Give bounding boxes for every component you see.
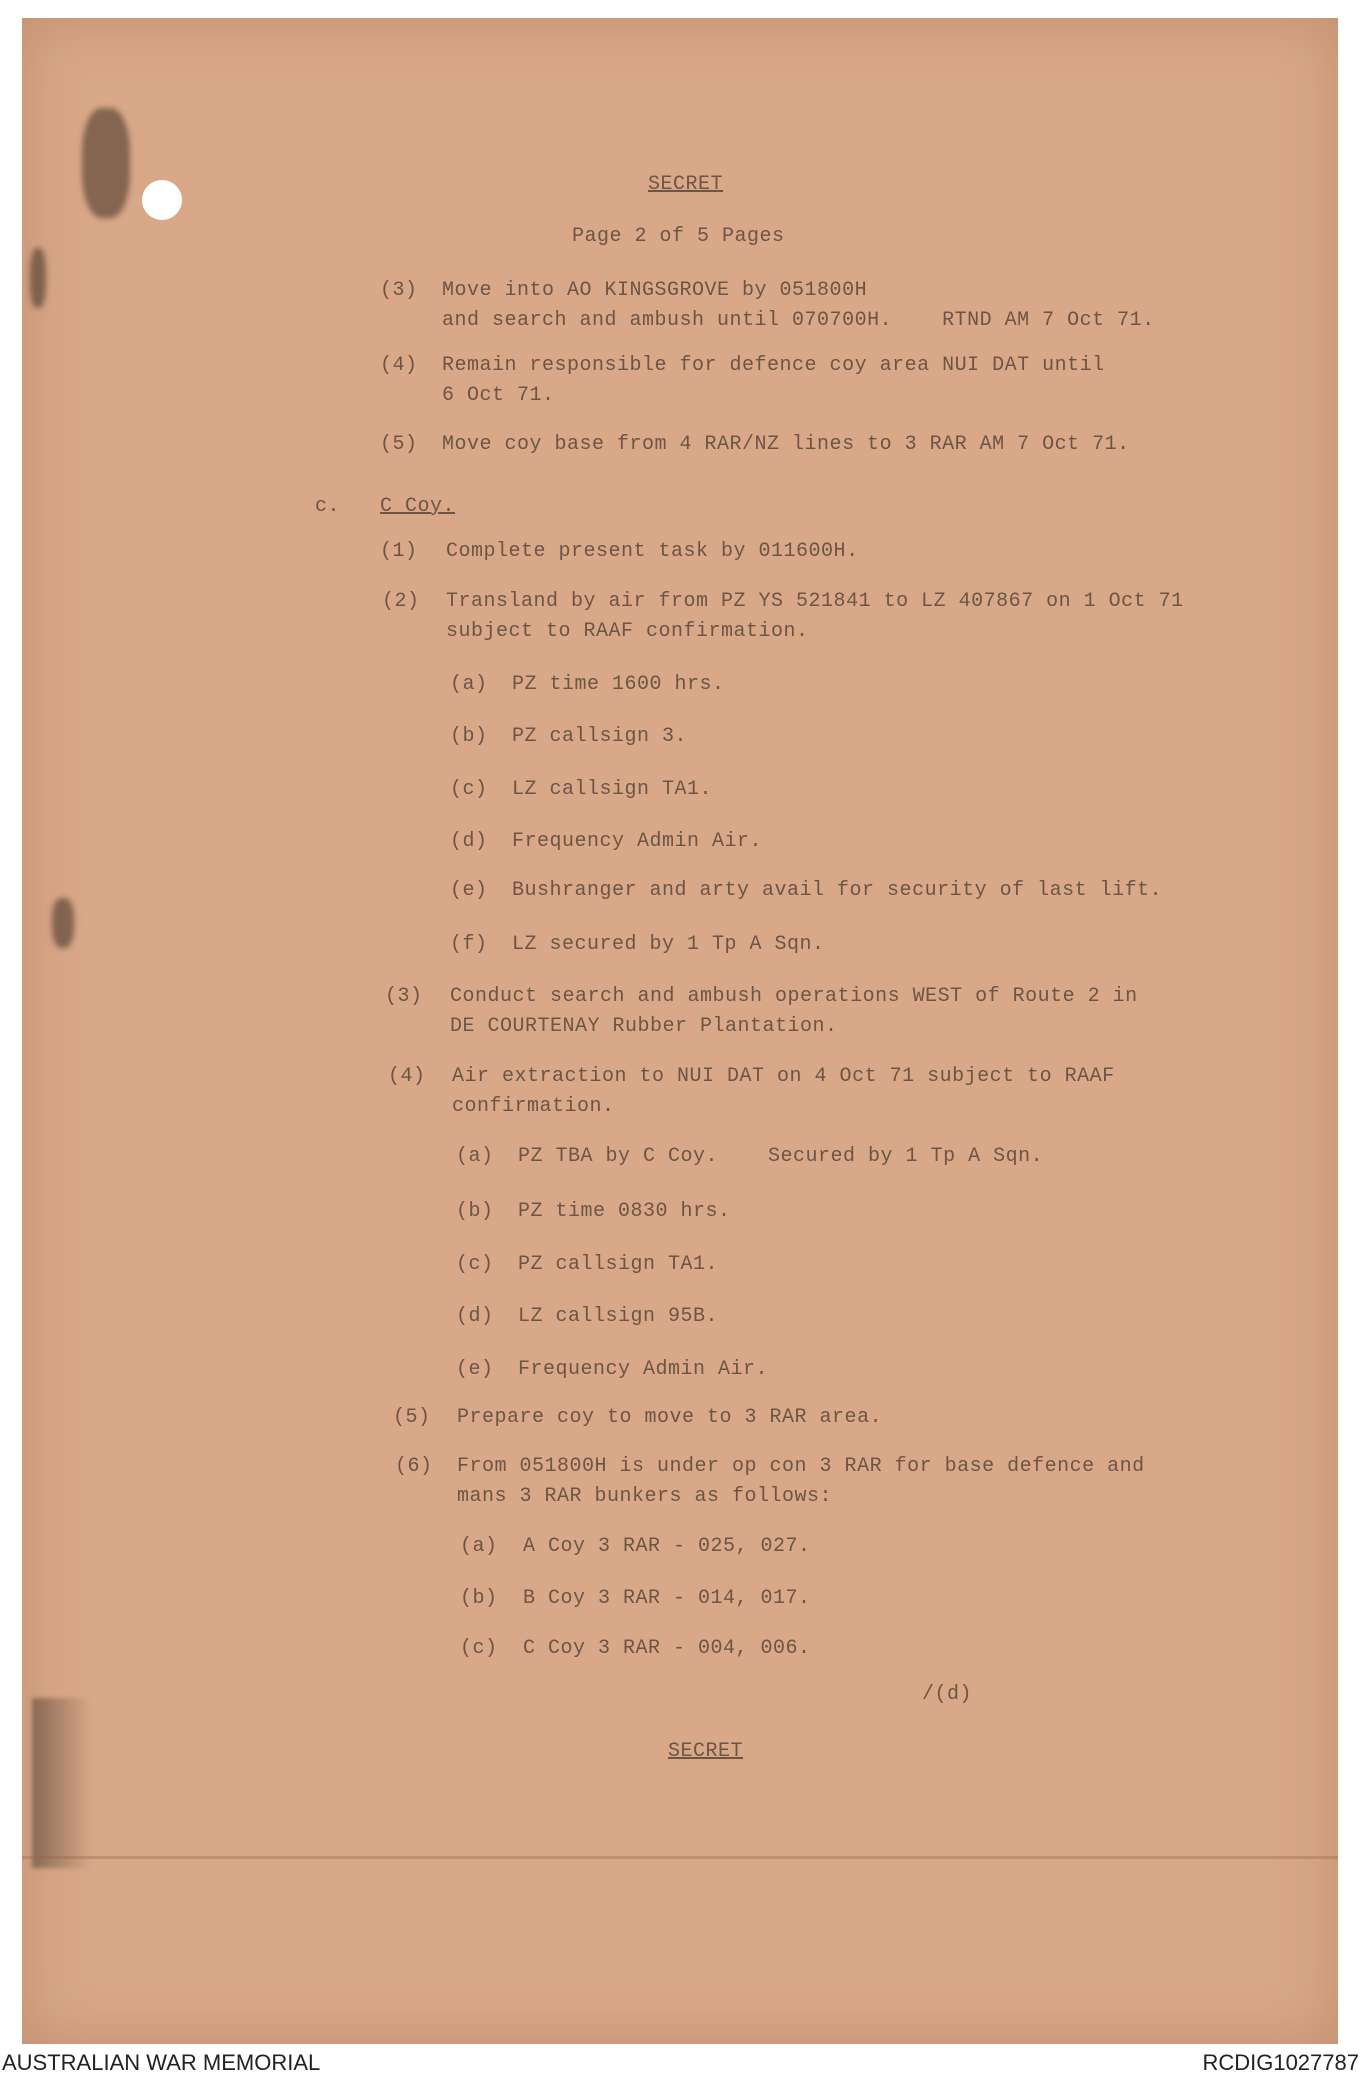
archive-id: RCDIG1027787 xyxy=(1202,2050,1359,2075)
item-number: (2) xyxy=(382,590,420,613)
sub-item-text: LZ callsign TA1. xyxy=(512,778,713,801)
continuation-marker: /(d) xyxy=(922,1683,973,1706)
item-text: Move coy base from 4 RAR/NZ lines to 3 RAR AM 7 Oct 71. xyxy=(442,433,1130,456)
sub-item-text: A Coy 3 RAR - 025, 027. xyxy=(523,1535,811,1558)
item-text: From 051800H is under op con 3 RAR for base defence and mans 3 RAR bunkers as follows: xyxy=(457,1455,1145,1508)
edge-shadow xyxy=(32,1698,92,1868)
sub-item-number: (e) xyxy=(456,1358,494,1381)
sub-item-number: (d) xyxy=(450,830,488,853)
sub-item-number: (e) xyxy=(450,879,488,902)
item-number: (5) xyxy=(393,1406,431,1429)
punch-hole xyxy=(142,180,182,220)
sub-item-number: (b) xyxy=(456,1200,494,1223)
item-text: Conduct search and ambush operations WEST of Route 2 in DE COURTENAY Rubber Plantation. xyxy=(450,985,1138,1038)
sub-item-number: (d) xyxy=(456,1305,494,1328)
sub-item-number: (f) xyxy=(450,933,488,956)
section-letter: c. xyxy=(315,495,341,518)
sub-item-number: (c) xyxy=(450,778,488,801)
item-text: Complete present task by 011600H. xyxy=(446,540,859,563)
sub-item-number: (a) xyxy=(456,1145,494,1168)
archive-institution: AUSTRALIAN WAR MEMORIAL xyxy=(2,2050,321,2075)
item-number: (3) xyxy=(385,985,423,1008)
item-number: (3) xyxy=(380,279,418,302)
item-number: (4) xyxy=(388,1065,426,1088)
classification-top: SECRET xyxy=(648,173,724,196)
item-number: (4) xyxy=(380,354,418,377)
ink-smudge xyxy=(82,108,130,218)
ink-smudge xyxy=(52,898,74,948)
sub-item-number: (c) xyxy=(456,1253,494,1276)
sub-item-text: LZ secured by 1 Tp A Sqn. xyxy=(512,933,825,956)
sub-item-text: Bushranger and arty avail for security of last lift. xyxy=(512,879,1163,902)
sub-item-number: (b) xyxy=(460,1587,498,1610)
sub-item-text: Frequency Admin Air. xyxy=(512,830,763,853)
item-text: Move into AO KINGSGROVE by 051800H and search and ambush until 070700H. RTND AM 7 Oct 71. xyxy=(442,279,1155,332)
sub-item-number: (a) xyxy=(450,673,488,696)
item-text: Air extraction to NUI DAT on 4 Oct 71 subject to RAAF confirmation. xyxy=(452,1065,1115,1118)
sub-item-text: PZ TBA by C Coy. Secured by 1 Tp A Sqn. xyxy=(518,1145,1044,1168)
sub-item-text: PZ time 0830 hrs. xyxy=(518,1200,731,1223)
sub-item-text: LZ callsign 95B. xyxy=(518,1305,719,1328)
item-text: Prepare coy to move to 3 RAR area. xyxy=(457,1406,883,1429)
classification-bottom: SECRET xyxy=(668,1740,744,1763)
sub-item-number: (c) xyxy=(460,1637,498,1660)
sub-item-text: Frequency Admin Air. xyxy=(518,1358,769,1381)
item-text: Transland by air from PZ YS 521841 to LZ 407867 on 1 Oct 71 subject to RAAF confirmation. xyxy=(446,590,1184,643)
sub-item-text: C Coy 3 RAR - 004, 006. xyxy=(523,1637,811,1660)
item-number: (1) xyxy=(380,540,418,563)
section-title: C Coy. xyxy=(380,495,456,518)
page-indicator: Page 2 of 5 Pages xyxy=(572,225,785,248)
item-number: (5) xyxy=(380,433,418,456)
sub-item-number: (a) xyxy=(460,1535,498,1558)
fold-line xyxy=(22,1856,1338,1859)
sub-item-text: PZ callsign TA1. xyxy=(518,1253,719,1276)
sub-item-text: PZ time 1600 hrs. xyxy=(512,673,725,696)
ink-smudge xyxy=(30,248,46,308)
item-number: (6) xyxy=(395,1455,433,1478)
sub-item-text: PZ callsign 3. xyxy=(512,725,688,748)
sub-item-text: B Coy 3 RAR - 014, 017. xyxy=(523,1587,811,1610)
item-text: Remain responsible for defence coy area NUI DAT until 6 Oct 71. xyxy=(442,354,1105,407)
sub-item-number: (b) xyxy=(450,725,488,748)
